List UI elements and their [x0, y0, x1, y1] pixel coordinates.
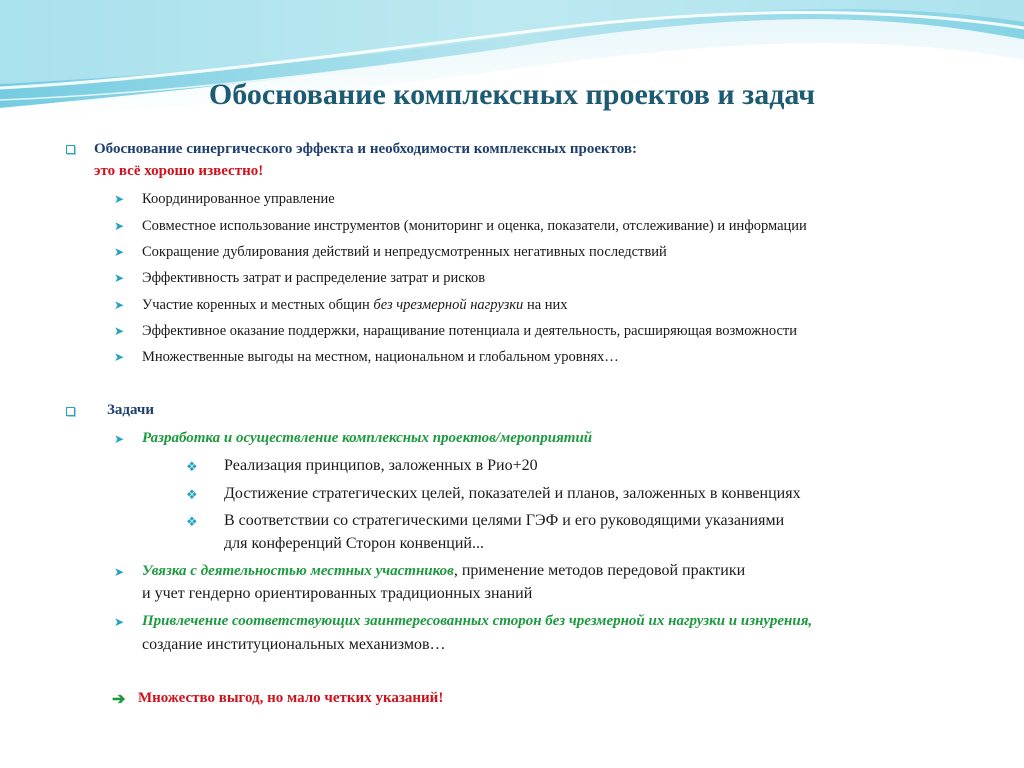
list-item-text: на них — [523, 297, 568, 313]
slide-title: Обоснование комплексных проектов и задач — [208, 78, 816, 111]
list-item-italic: без чрезмерной нагрузки — [373, 297, 524, 313]
list-item-communities — [142, 297, 568, 314]
list-item: Сокращение дублирования действий и непредусмотренных негативных последствий — [142, 244, 667, 260]
section1-note: это всё хорошо известно! — [94, 163, 264, 179]
sub-item: Реализация принципов, заложенных в Рио+20 — [224, 457, 538, 474]
task-item-continuation: и учет гендерно ориентированных традиционных знаний — [142, 585, 533, 602]
list-item: Совместное использование инструментов (мониторинг и оценка, показатели, отслеживание) и информации — [142, 218, 807, 234]
sub-item-continuation: для конференций Сторон конвенций... — [224, 535, 484, 552]
arrow-bullet-icon: ➤ — [114, 219, 125, 233]
arrow-bullet-icon: ➤ — [114, 324, 125, 338]
sub-item: В соответствии со стратегическими целями ГЭФ и его руководящими указаниями — [224, 512, 785, 529]
arrow-bullet-icon: ➤ — [114, 615, 125, 629]
arrow-bullet-icon: ➤ — [114, 298, 125, 312]
list-item: Эффективное оказание поддержки, наращивание потенциала и деятельность, расширяющая возможности — [142, 323, 798, 339]
task-item-text: , применение методов передовой практики — [453, 562, 746, 579]
square-bullet-icon — [66, 407, 75, 416]
diamond-bullet-icon: ❖ — [186, 514, 198, 529]
list-item: Координированное управление — [142, 191, 335, 207]
task-item — [142, 562, 745, 580]
task-item: Разработка и осуществление комплексных проектов/мероприятий — [142, 430, 593, 446]
arrow-bullet-icon: ➤ — [114, 271, 125, 285]
sub-item: Достижение стратегических целей, показателей и планов, заложенных в конвенциях — [224, 485, 801, 502]
arrow-bullet-icon: ➤ — [114, 192, 125, 206]
arrow-bullet-icon: ➤ — [114, 350, 125, 364]
arrow-bullet-icon: ➤ — [114, 245, 125, 259]
list-item-text: Участие коренных и местных общин — [142, 297, 374, 313]
list-item: Эффективность затрат и распределение затрат и рисков — [142, 270, 486, 286]
arrow-bullet-icon: ➤ — [114, 565, 125, 579]
arrow-bullet-icon: ➤ — [114, 432, 125, 446]
square-bullet-icon — [66, 145, 75, 154]
diamond-bullet-icon: ❖ — [186, 459, 198, 474]
conclusion: Множество выгод, но мало четких указаний! — [138, 690, 444, 706]
task-item-highlight: Увязка с деятельностью местных участников — [142, 563, 454, 579]
section2-heading: Задачи — [107, 402, 155, 418]
list-item: Множественные выгоды на местном, национальном и глобальном уровнях… — [142, 349, 619, 365]
right-arrow-icon: ➔ — [112, 691, 126, 708]
task-item-highlight: Привлечение соответствующих заинтересованных сторон без чрезмерной их нагрузки и изнурения, — [142, 613, 813, 629]
task-item-continuation: создание институциональных механизмов… — [142, 636, 446, 653]
diamond-bullet-icon: ❖ — [186, 487, 198, 502]
section1-heading: Обоснование синергического эффекта и необходимости комплексных проектов: — [94, 141, 638, 157]
